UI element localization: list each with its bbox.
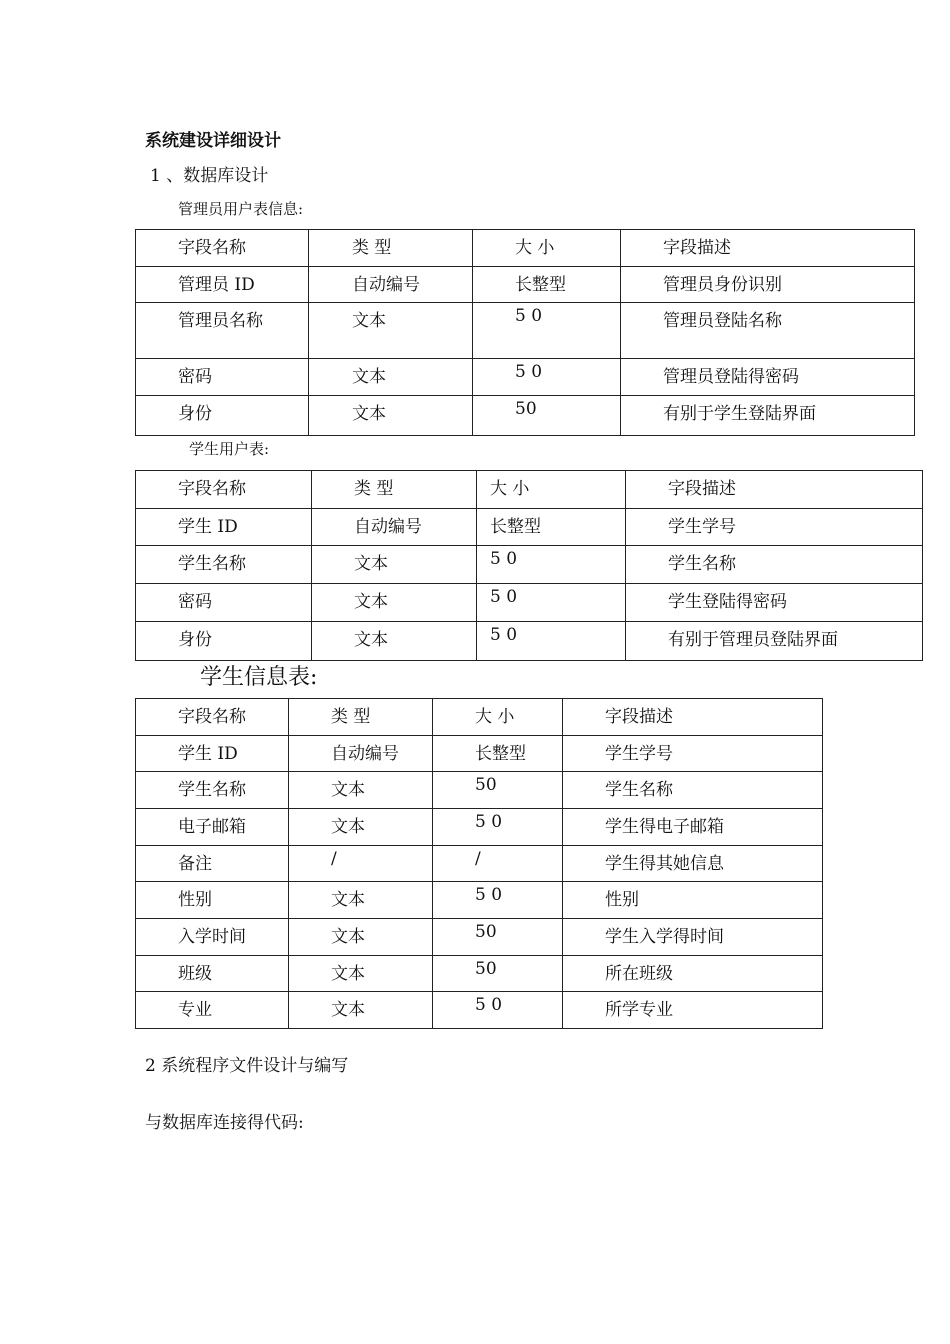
table-row (136, 303, 915, 359)
table-cell: 学生名称 (563, 772, 823, 809)
table-cell: 文本 (289, 992, 433, 1029)
table-cell: 大 小 (473, 230, 621, 267)
table-cell: 50 (433, 919, 563, 956)
table-cell: 文本 (312, 622, 477, 661)
table-row (136, 736, 823, 772)
table-cell: 文本 (289, 772, 433, 809)
table-cell: 密码 (136, 584, 312, 622)
table-cell: 类 型 (312, 471, 477, 509)
table-cell: 文本 (289, 956, 433, 992)
table-header-row (136, 699, 823, 736)
table-header-row (136, 230, 915, 267)
table-row (136, 622, 923, 661)
table-row (136, 509, 923, 546)
table-cell: 学生学号 (626, 509, 923, 546)
table-row (136, 846, 823, 882)
table-cell: 自动编号 (309, 267, 473, 303)
table-cell: 长整型 (477, 509, 626, 546)
table-cell: 5 0 (477, 622, 626, 661)
document-title: 系统建设详细设计 (145, 131, 281, 151)
table-cell: / (289, 846, 433, 882)
student-info-table (135, 698, 823, 1029)
table-cell: 学生登陆得密码 (626, 584, 923, 622)
table-cell: 字段名称 (136, 699, 289, 736)
table-cell: 50 (433, 956, 563, 992)
table-cell: 专业 (136, 992, 289, 1029)
table-cell: 备注 (136, 846, 289, 882)
table-cell: 学生 ID (136, 509, 312, 546)
section-heading-program-files: 2 系统程序文件设计与编写 (145, 1056, 349, 1076)
table-cell: 文本 (312, 584, 477, 622)
table-cell: 文本 (312, 546, 477, 584)
table-cell: 学生得电子邮箱 (563, 809, 823, 846)
table-cell: 文本 (309, 359, 473, 396)
table-cell: 密码 (136, 359, 309, 396)
table-cell: 5 0 (477, 584, 626, 622)
table-cell: 管理员名称 (136, 303, 309, 359)
table-row (136, 396, 915, 436)
table-cell: 文本 (289, 882, 433, 919)
table-cell: 长整型 (433, 736, 563, 772)
table-cell: 文本 (309, 396, 473, 436)
table-cell: 身份 (136, 396, 309, 436)
table-cell: 管理员登陆名称 (621, 303, 915, 359)
table-cell: 所学专业 (563, 992, 823, 1029)
table-cell: 5 0 (433, 992, 563, 1029)
table-cell: 5 0 (473, 359, 621, 396)
table-row (136, 772, 823, 809)
table-row (136, 992, 823, 1029)
table-cell: 学生学号 (563, 736, 823, 772)
table-row (136, 919, 823, 956)
table-cell: 5 0 (477, 546, 626, 584)
table-cell: 5 0 (433, 882, 563, 919)
table-cell: 学生名称 (136, 546, 312, 584)
table-cell: 有别于管理员登陆界面 (626, 622, 923, 661)
table-cell: 文本 (289, 919, 433, 956)
table-cell: 50 (433, 772, 563, 809)
table-cell: 5 0 (473, 303, 621, 359)
table-cell: / (433, 846, 563, 882)
admin-user-table (135, 229, 915, 436)
table-cell: 字段名称 (136, 230, 309, 267)
table-cell: 5 0 (433, 809, 563, 846)
table-row (136, 809, 823, 846)
section-heading-database-design: 1 、数据库设计 (150, 166, 269, 186)
table-cell: 入学时间 (136, 919, 289, 956)
table-cell: 有别于学生登陆界面 (621, 396, 915, 436)
student-user-table (135, 470, 923, 661)
table-cell: 学生得其她信息 (563, 846, 823, 882)
table-cell: 管理员登陆得密码 (621, 359, 915, 396)
table-row (136, 267, 915, 303)
table-cell: 身份 (136, 622, 312, 661)
table-cell: 学生 ID (136, 736, 289, 772)
table-cell: 文本 (289, 809, 433, 846)
table-cell: 学生名称 (136, 772, 289, 809)
table-cell: 字段描述 (626, 471, 923, 509)
table-cell: 类 型 (289, 699, 433, 736)
table-caption-student-users: 学生用户表: (189, 440, 270, 458)
table-cell: 学生入学得时间 (563, 919, 823, 956)
table-cell: 学生名称 (626, 546, 923, 584)
table-row (136, 546, 923, 584)
table-cell: 50 (473, 396, 621, 436)
table-caption-admin-users: 管理员用户表信息: (178, 200, 304, 218)
table-cell: 电子邮箱 (136, 809, 289, 846)
table-cell: 所在班级 (563, 956, 823, 992)
table-cell: 自动编号 (289, 736, 433, 772)
table-cell: 性别 (136, 882, 289, 919)
table-cell: 大 小 (433, 699, 563, 736)
table-caption-student-info: 学生信息表: (200, 665, 318, 690)
table-row (136, 359, 915, 396)
table-cell: 字段描述 (621, 230, 915, 267)
table-cell: 管理员身份识别 (621, 267, 915, 303)
table-row (136, 584, 923, 622)
table-row (136, 956, 823, 992)
table-cell: 班级 (136, 956, 289, 992)
table-cell: 自动编号 (312, 509, 477, 546)
table-cell: 性别 (563, 882, 823, 919)
table-cell: 大 小 (477, 471, 626, 509)
table-cell: 字段描述 (563, 699, 823, 736)
table-cell: 管理员 ID (136, 267, 309, 303)
table-cell: 字段名称 (136, 471, 312, 509)
body-paragraph: 与数据库连接得代码: (145, 1113, 304, 1133)
table-cell: 文本 (309, 303, 473, 359)
table-cell: 长整型 (473, 267, 621, 303)
table-row (136, 882, 823, 919)
table-header-row (136, 471, 923, 509)
table-cell: 类 型 (309, 230, 473, 267)
